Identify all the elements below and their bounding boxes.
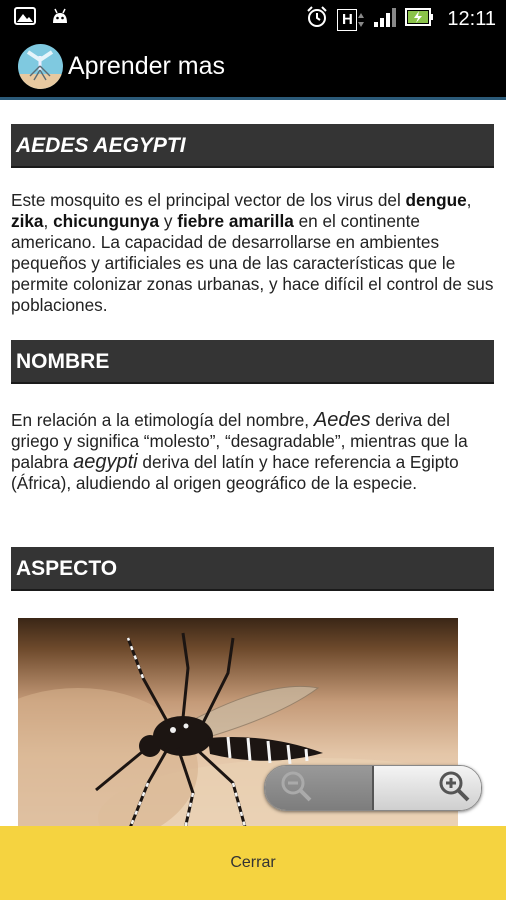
alarm-icon: [305, 5, 329, 34]
zoom-in-button[interactable]: [372, 766, 481, 810]
zoom-out-button[interactable]: [265, 766, 372, 810]
paragraph-intro: Este mosquito es el principal vector de los virus del dengue, zika, chicungunya y fiebre amarilla en el continente americano. La capacidad de desarrollarse en ambientes pequeños y artificiales es una de las características que le permite colonizar zonas urbanas, y hace difícil el control de sus poblaciones.: [11, 190, 494, 315]
battery-charging-icon: [405, 7, 435, 32]
paragraph-nombre: En relación a la etimología del nombre, Aedes deriva del griego y significa “molesto”, “desagradable”, mientras que la palabra aegypti deriva del latín y hace referencia a Egipto (África), aludiendo al origen geográfico de la especie.: [11, 409, 468, 493]
network-h-icon: H: [337, 9, 365, 31]
section-header-aspecto: ASPECTO: [11, 547, 494, 591]
zoom-in-icon: [437, 769, 471, 808]
zoom-controls: [264, 765, 482, 811]
clock: 12:11: [447, 8, 496, 30]
section-header-nombre: NOMBRE: [11, 340, 494, 384]
mosquito-logo-icon: [18, 44, 63, 89]
close-button[interactable]: Cerrar: [0, 826, 506, 900]
app-bar: [0, 34, 506, 100]
app-title: Aprender mas: [68, 52, 226, 80]
signal-icon: [373, 6, 397, 33]
android-icon: [50, 7, 70, 30]
zoom-out-icon: [279, 769, 313, 808]
image-icon: [14, 7, 36, 30]
section-header-aedes-aegypti: AEDES AEGYPTI: [11, 124, 494, 168]
content-scroll[interactable]: [0, 100, 506, 826]
footer-bar: [0, 826, 506, 900]
status-bar: [0, 0, 506, 34]
